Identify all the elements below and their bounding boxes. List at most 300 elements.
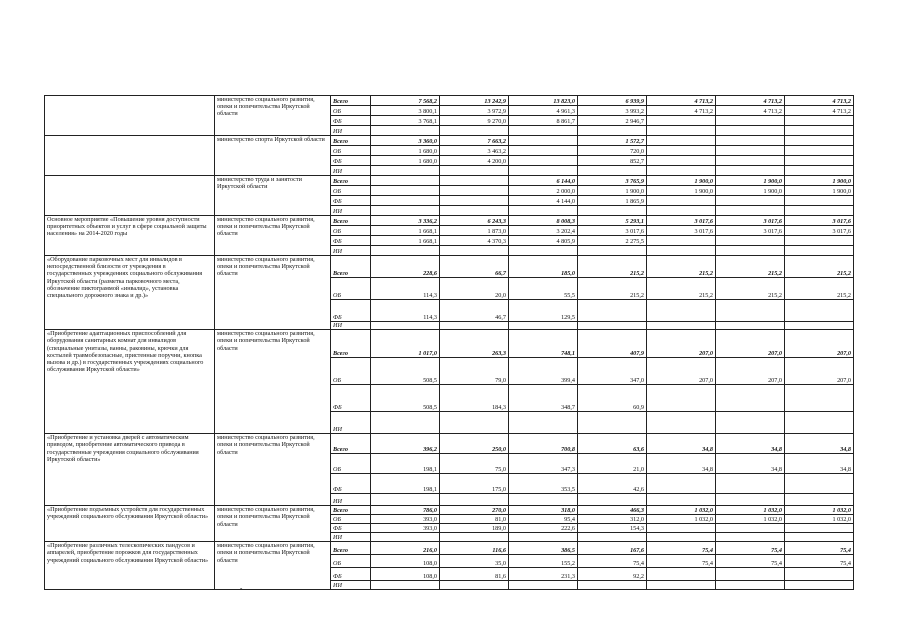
- table-row-total: [45, 96, 854, 106]
- amount-cell: [578, 322, 647, 330]
- amount-cell: 215,2: [647, 256, 716, 278]
- amount-cell: 3 017,6: [785, 226, 854, 236]
- amount-cell: 75,4: [647, 542, 716, 555]
- funding-source-cell: ИИ: [331, 533, 371, 542]
- amount-cell: [785, 568, 854, 581]
- amount-cell: 4 961,3: [509, 106, 578, 116]
- amount-cell: [647, 206, 716, 216]
- activity-name-cell: «Приобретение и установка дверей с автоматическим приводом, приобретение автоматического привода в государственные учреждения социального обслуживания Иркутской области»: [45, 434, 215, 506]
- amount-cell: 1 900,0: [647, 176, 716, 186]
- amount-cell: 228,6: [371, 256, 440, 278]
- amount-cell: [647, 412, 716, 434]
- amount-cell: 81,6: [440, 568, 509, 581]
- amount-cell: [371, 322, 440, 330]
- amount-cell: 3 017,6: [647, 216, 716, 226]
- amount-cell: 786,0: [371, 506, 440, 515]
- amount-cell: 34,8: [785, 434, 854, 454]
- amount-cell: 347,0: [578, 358, 647, 385]
- amount-cell: [647, 385, 716, 412]
- amount-cell: [785, 196, 854, 206]
- amount-cell: [647, 474, 716, 494]
- amount-cell: [509, 322, 578, 330]
- activity-name-cell: [45, 176, 215, 216]
- amount-cell: [716, 322, 785, 330]
- amount-cell: 4 713,2: [785, 96, 854, 106]
- amount-cell: 7 663,2: [440, 136, 509, 146]
- amount-cell: 222,6: [509, 524, 578, 533]
- amount-cell: 1 900,0: [578, 186, 647, 196]
- amount-cell: [647, 300, 716, 322]
- amount-cell: [785, 412, 854, 434]
- table-row-total: [45, 256, 854, 278]
- amount-cell: 263,3: [440, 330, 509, 358]
- amount-cell: 34,8: [716, 454, 785, 474]
- amount-cell: 55,5: [509, 278, 578, 300]
- amount-cell: 347,3: [509, 454, 578, 474]
- amount-cell: [785, 300, 854, 322]
- amount-cell: 75,4: [785, 542, 854, 555]
- amount-cell: 79,0: [440, 358, 509, 385]
- amount-cell: 1 032,0: [647, 506, 716, 515]
- amount-cell: 3 017,6: [578, 226, 647, 236]
- amount-cell: 4 805,9: [509, 236, 578, 246]
- amount-cell: [647, 533, 716, 542]
- amount-cell: 198,1: [371, 454, 440, 474]
- amount-cell: 108,0: [371, 568, 440, 581]
- funding-source-cell: ФБ: [331, 524, 371, 533]
- amount-cell: [509, 533, 578, 542]
- amount-cell: [509, 146, 578, 156]
- amount-cell: 1 668,1: [371, 236, 440, 246]
- amount-cell: 393,0: [371, 524, 440, 533]
- amount-cell: [440, 412, 509, 434]
- executor-cell: министерство социального развития, опеки и попечительства Иркутской области: [215, 542, 331, 590]
- amount-cell: 63,6: [578, 434, 647, 454]
- amount-cell: 75,4: [647, 555, 716, 568]
- amount-cell: 3 765,9: [578, 176, 647, 186]
- amount-cell: 353,5: [509, 474, 578, 494]
- amount-cell: 13 242,9: [440, 96, 509, 106]
- amount-cell: [785, 494, 854, 506]
- funding-source-cell: ФБ: [331, 474, 371, 494]
- amount-cell: 3 800,1: [371, 106, 440, 116]
- amount-cell: [440, 186, 509, 196]
- amount-cell: [785, 116, 854, 126]
- amount-cell: [647, 494, 716, 506]
- amount-cell: [647, 116, 716, 126]
- funding-source-cell: Всего: [331, 96, 371, 106]
- table-row-total: [45, 330, 854, 358]
- amount-cell: 3 360,0: [371, 136, 440, 146]
- funding-source-cell: ОБ: [331, 358, 371, 385]
- amount-cell: 75,4: [716, 555, 785, 568]
- amount-cell: [647, 236, 716, 246]
- amount-cell: 3 017,6: [785, 216, 854, 226]
- amount-cell: 3 972,9: [440, 106, 509, 116]
- amount-cell: [509, 581, 578, 590]
- funding-source-cell: ФБ: [331, 300, 371, 322]
- funding-source-cell: ОБ: [331, 186, 371, 196]
- amount-cell: 35,0: [440, 555, 509, 568]
- amount-cell: 154,3: [578, 524, 647, 533]
- amount-cell: [716, 494, 785, 506]
- amount-cell: [371, 186, 440, 196]
- amount-cell: 8 861,7: [509, 116, 578, 126]
- amount-cell: 34,8: [785, 454, 854, 474]
- amount-cell: [716, 116, 785, 126]
- executor-cell: министерство социального развития, опеки и попечительства Иркутской области: [215, 506, 331, 542]
- amount-cell: [440, 246, 509, 256]
- activity-name-cell: «Приобретение адаптационных приспособлений для оборудования санитарных комнат для инвалидов (специальные унитазы, ванны, раковины, крючки для костылей травмобезопасные, пристенные поручни, кнопка вызова и др.) в государственных учреждениях социального обслуживания Иркутской области»: [45, 330, 215, 434]
- funding-source-cell: ОБ: [331, 278, 371, 300]
- amount-cell: [440, 494, 509, 506]
- amount-cell: 215,2: [785, 256, 854, 278]
- funding-source-cell: ИИ: [331, 322, 371, 330]
- funding-source-cell: ФБ: [331, 385, 371, 412]
- amount-cell: [716, 136, 785, 146]
- amount-cell: [647, 146, 716, 156]
- amount-cell: [578, 206, 647, 216]
- amount-cell: 3 017,6: [647, 226, 716, 236]
- amount-cell: [371, 412, 440, 434]
- amount-cell: 207,0: [785, 330, 854, 358]
- amount-cell: 66,7: [440, 256, 509, 278]
- amount-cell: 1 680,0: [371, 156, 440, 166]
- amount-cell: 386,5: [509, 542, 578, 555]
- amount-cell: [716, 206, 785, 216]
- amount-cell: 9 270,0: [440, 116, 509, 126]
- amount-cell: [440, 581, 509, 590]
- amount-cell: [578, 494, 647, 506]
- funding-source-cell: Всего: [331, 216, 371, 226]
- amount-cell: [647, 196, 716, 206]
- amount-cell: 215,2: [785, 278, 854, 300]
- amount-cell: 46,7: [440, 300, 509, 322]
- funding-source-cell: ФБ: [331, 236, 371, 246]
- amount-cell: [371, 196, 440, 206]
- amount-cell: 1 873,0: [440, 226, 509, 236]
- amount-cell: 1 865,9: [578, 196, 647, 206]
- amount-cell: [578, 412, 647, 434]
- funding-source-cell: ОБ: [331, 555, 371, 568]
- amount-cell: 3 336,2: [371, 216, 440, 226]
- amount-cell: 5 293,1: [578, 216, 647, 226]
- amount-cell: [509, 136, 578, 146]
- amount-cell: [440, 322, 509, 330]
- funding-source-cell: ФБ: [331, 116, 371, 126]
- amount-cell: 407,9: [578, 330, 647, 358]
- amount-cell: [716, 156, 785, 166]
- amount-cell: 207,0: [647, 358, 716, 385]
- amount-cell: 3 202,4: [509, 226, 578, 236]
- amount-cell: 6 243,3: [440, 216, 509, 226]
- budget-table-body: [45, 96, 854, 590]
- amount-cell: 1 900,0: [716, 176, 785, 186]
- amount-cell: 184,3: [440, 385, 509, 412]
- amount-cell: [509, 412, 578, 434]
- amount-cell: 7 568,2: [371, 96, 440, 106]
- amount-cell: 1 032,0: [716, 506, 785, 515]
- amount-cell: 81,0: [440, 515, 509, 524]
- amount-cell: 75,4: [716, 542, 785, 555]
- amount-cell: [509, 166, 578, 176]
- table-row-total: [45, 434, 854, 454]
- amount-cell: 318,0: [509, 506, 578, 515]
- amount-cell: 1 572,7: [578, 136, 647, 146]
- funding-source-cell: ИИ: [331, 246, 371, 256]
- table-row-total: [45, 216, 854, 226]
- amount-cell: [371, 494, 440, 506]
- amount-cell: 20,0: [440, 278, 509, 300]
- amount-cell: 1 032,0: [647, 515, 716, 524]
- executor-cell: министерство социального развития, опеки и попечительства Иркутской области: [215, 96, 331, 136]
- funding-source-cell: ФБ: [331, 196, 371, 206]
- amount-cell: 3 768,1: [371, 116, 440, 126]
- amount-cell: [785, 156, 854, 166]
- executor-cell: министерство спорта Иркутской области: [215, 136, 331, 176]
- amount-cell: 175,0: [440, 474, 509, 494]
- amount-cell: 1 032,0: [785, 506, 854, 515]
- amount-cell: 270,0: [440, 506, 509, 515]
- activity-name-cell: «Приобретение подъемных устройств для государственных учреждений социального обслуживания Иркутской области»: [45, 506, 215, 542]
- amount-cell: 4 713,2: [716, 96, 785, 106]
- amount-cell: 108,0: [371, 555, 440, 568]
- amount-cell: 75,4: [785, 555, 854, 568]
- amount-cell: [716, 236, 785, 246]
- amount-cell: 1 900,0: [647, 186, 716, 196]
- amount-cell: 42,6: [578, 474, 647, 494]
- amount-cell: [371, 176, 440, 186]
- amount-cell: [440, 166, 509, 176]
- amount-cell: [509, 156, 578, 166]
- amount-cell: [371, 533, 440, 542]
- funding-source-cell: ИИ: [331, 126, 371, 136]
- amount-cell: 114,3: [371, 300, 440, 322]
- amount-cell: 3 993,2: [578, 106, 647, 116]
- amount-cell: [509, 206, 578, 216]
- amount-cell: [647, 524, 716, 533]
- amount-cell: 466,3: [578, 506, 647, 515]
- amount-cell: 852,7: [578, 156, 647, 166]
- amount-cell: 1 900,0: [716, 186, 785, 196]
- amount-cell: [371, 581, 440, 590]
- amount-cell: 1 900,0: [785, 186, 854, 196]
- amount-cell: [509, 126, 578, 136]
- amount-cell: [647, 136, 716, 146]
- amount-cell: [716, 196, 785, 206]
- funding-source-cell: Всего: [331, 330, 371, 358]
- funding-source-cell: ФБ: [331, 156, 371, 166]
- amount-cell: 207,0: [716, 358, 785, 385]
- amount-cell: [785, 136, 854, 146]
- funding-source-cell: ИИ: [331, 412, 371, 434]
- amount-cell: [716, 533, 785, 542]
- amount-cell: [716, 581, 785, 590]
- funding-source-cell: ИИ: [331, 581, 371, 590]
- amount-cell: [647, 568, 716, 581]
- amount-cell: [440, 196, 509, 206]
- amount-cell: 129,5: [509, 300, 578, 322]
- amount-cell: [785, 236, 854, 246]
- amount-cell: 75,0: [440, 454, 509, 474]
- amount-cell: 2 946,7: [578, 116, 647, 126]
- amount-cell: 1 900,0: [785, 176, 854, 186]
- amount-cell: 4 713,2: [785, 106, 854, 116]
- amount-cell: 155,2: [509, 555, 578, 568]
- amount-cell: 508,5: [371, 358, 440, 385]
- amount-cell: [578, 533, 647, 542]
- amount-cell: 215,2: [716, 256, 785, 278]
- amount-cell: 3 017,6: [716, 226, 785, 236]
- funding-source-cell: ИИ: [331, 206, 371, 216]
- funding-source-cell: ФБ: [331, 568, 371, 581]
- amount-cell: [647, 126, 716, 136]
- amount-cell: 8 008,3: [509, 216, 578, 226]
- amount-cell: [716, 146, 785, 156]
- amount-cell: [578, 246, 647, 256]
- funding-source-cell: Всего: [331, 136, 371, 146]
- amount-cell: [440, 206, 509, 216]
- amount-cell: 700,8: [509, 434, 578, 454]
- amount-cell: 13 823,0: [509, 96, 578, 106]
- funding-source-cell: Всего: [331, 176, 371, 186]
- amount-cell: 6 939,9: [578, 96, 647, 106]
- amount-cell: 1 668,1: [371, 226, 440, 236]
- amount-cell: 4 200,0: [440, 156, 509, 166]
- amount-cell: 34,8: [716, 434, 785, 454]
- executor-cell: министерство социального развития, опеки и попечительства Иркутской области: [215, 256, 331, 330]
- amount-cell: [647, 246, 716, 256]
- budget-table-page: [44, 95, 852, 590]
- amount-cell: 75,4: [578, 555, 647, 568]
- amount-cell: 216,0: [371, 542, 440, 555]
- amount-cell: 1 680,0: [371, 146, 440, 156]
- amount-cell: [509, 494, 578, 506]
- amount-cell: [716, 568, 785, 581]
- funding-source-cell: Всего: [331, 256, 371, 278]
- amount-cell: 4 370,3: [440, 236, 509, 246]
- amount-cell: [440, 533, 509, 542]
- amount-cell: 21,0: [578, 454, 647, 474]
- amount-cell: 34,8: [647, 434, 716, 454]
- amount-cell: [716, 474, 785, 494]
- amount-cell: 508,5: [371, 385, 440, 412]
- amount-cell: 215,2: [647, 278, 716, 300]
- funding-source-cell: Всего: [331, 434, 371, 454]
- amount-cell: 6 144,0: [509, 176, 578, 186]
- amount-cell: [578, 300, 647, 322]
- executor-cell: министерство социального развития, опеки и попечительства Иркутской области: [215, 216, 331, 256]
- amount-cell: 748,1: [509, 330, 578, 358]
- amount-cell: 4 713,2: [647, 106, 716, 116]
- amount-cell: [716, 524, 785, 533]
- footer-mark: -: [240, 584, 243, 592]
- amount-cell: [578, 166, 647, 176]
- amount-cell: 3 463,2: [440, 146, 509, 156]
- amount-cell: 2 275,5: [578, 236, 647, 246]
- amount-cell: [785, 246, 854, 256]
- amount-cell: 207,0: [716, 330, 785, 358]
- amount-cell: 231,3: [509, 568, 578, 581]
- executor-cell: министерство труда и занятости Иркутской области: [215, 176, 331, 216]
- amount-cell: 4 713,2: [716, 106, 785, 116]
- amount-cell: [716, 300, 785, 322]
- amount-cell: 116,6: [440, 542, 509, 555]
- table-row-total: [45, 542, 854, 555]
- amount-cell: 250,0: [440, 434, 509, 454]
- funding-source-cell: ОБ: [331, 106, 371, 116]
- amount-cell: [785, 474, 854, 494]
- amount-cell: 167,6: [578, 542, 647, 555]
- amount-cell: 189,0: [440, 524, 509, 533]
- amount-cell: 720,0: [578, 146, 647, 156]
- amount-cell: 4 144,0: [509, 196, 578, 206]
- executor-cell: министерство социального развития, опеки и попечительства Иркутской области: [215, 330, 331, 434]
- amount-cell: 34,8: [647, 454, 716, 474]
- amount-cell: 2 000,0: [509, 186, 578, 196]
- amount-cell: 1 017,0: [371, 330, 440, 358]
- amount-cell: [785, 524, 854, 533]
- table-row-total: [45, 506, 854, 515]
- amount-cell: [578, 581, 647, 590]
- amount-cell: [440, 176, 509, 186]
- activity-name-cell: «Оборудование парковочных мест для инвалидов в непосредственной близости от учреждения в государственных учреждениях социального обслуживания Иркутской области (разметка парковочного места, обозначение пиктограммой «инвалид», установка специального дорожного знака и др.)»: [45, 256, 215, 330]
- amount-cell: 312,0: [578, 515, 647, 524]
- activity-name-cell: Основное мероприятие «Повышение уровня доступности приоритетных объектов и услуг в сфере социальной защиты населения» на 2014-2020 годы: [45, 216, 215, 256]
- amount-cell: 92,2: [578, 568, 647, 581]
- amount-cell: [716, 385, 785, 412]
- amount-cell: 215,2: [578, 256, 647, 278]
- amount-cell: [578, 126, 647, 136]
- amount-cell: [440, 126, 509, 136]
- amount-cell: 185,0: [509, 256, 578, 278]
- amount-cell: 95,4: [509, 515, 578, 524]
- amount-cell: [785, 206, 854, 216]
- amount-cell: [785, 322, 854, 330]
- amount-cell: [647, 166, 716, 176]
- activity-name-cell: «Приобретение различных телескопических пандусов и аппарелей, приобретение порожков для государственных учреждений социального обслуживания Иркутской области»: [45, 542, 215, 590]
- amount-cell: [371, 246, 440, 256]
- amount-cell: [509, 246, 578, 256]
- amount-cell: [785, 126, 854, 136]
- amount-cell: 215,2: [578, 278, 647, 300]
- funding-source-cell: ОБ: [331, 146, 371, 156]
- amount-cell: [647, 156, 716, 166]
- amount-cell: 207,0: [647, 330, 716, 358]
- amount-cell: [785, 533, 854, 542]
- amount-cell: 198,1: [371, 474, 440, 494]
- amount-cell: [647, 322, 716, 330]
- funding-source-cell: ИИ: [331, 166, 371, 176]
- amount-cell: 396,2: [371, 434, 440, 454]
- activity-name-cell: [45, 136, 215, 176]
- amount-cell: 4 713,2: [647, 96, 716, 106]
- amount-cell: 60,9: [578, 385, 647, 412]
- amount-cell: [716, 412, 785, 434]
- amount-cell: [371, 126, 440, 136]
- table-row-total: [45, 176, 854, 186]
- amount-cell: 3 017,6: [716, 216, 785, 226]
- amount-cell: 1 032,0: [716, 515, 785, 524]
- amount-cell: 114,3: [371, 278, 440, 300]
- funding-source-cell: Всего: [331, 506, 371, 515]
- amount-cell: [785, 166, 854, 176]
- amount-cell: [785, 146, 854, 156]
- funding-source-cell: ОБ: [331, 515, 371, 524]
- activity-name-cell: [45, 96, 215, 136]
- amount-cell: [716, 126, 785, 136]
- amount-cell: 348,7: [509, 385, 578, 412]
